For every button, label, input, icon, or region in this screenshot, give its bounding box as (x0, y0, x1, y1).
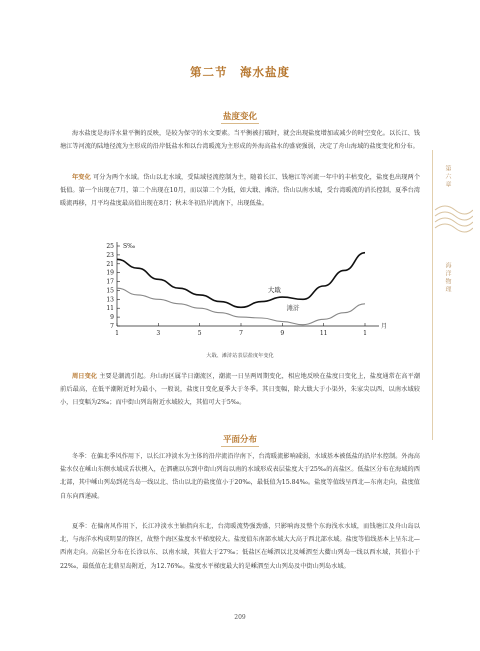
daily-change-paragraph (60, 370, 420, 410)
y-tick-label: 17 (106, 278, 114, 286)
heading-salinity-change (0, 110, 480, 124)
side-divider (432, 150, 433, 440)
x-tick-label: 1 (115, 330, 119, 337)
series-line-2 (117, 288, 365, 324)
x-tick-label: 3 (156, 330, 161, 337)
intro-paragraph: 海水盐度是海洋水量平衡的反映，是较为保守的水文要素。当平衡被打破时，就会出现盐度增加或减少的时空变化。以长江、钱塘江等河流的陆地径流为主形成的沿岸低盐水和以台湾暖流为主形成的外海高盐水的盛衰强弱，决定了舟山海域的盐度变化和分布。 (60, 130, 420, 151)
page-number: 209 (234, 614, 246, 621)
annual-change-text: 可分为两个水域。岱山以北水域，受陆域径流控制为主，随着长江、钱塘江等河流一年中的丰枯变化，盐度也出现两个低值。第一个出现在7月，第二个出现在10月，而以第二个为低，如大戢、滩浒。岱山以南水域，受台湾暖流的消长控制，夏季台湾暖流再移，月平均盐度最高值出现在8月；秋未冬初沿岸流南下，出现低盐。 (60, 174, 421, 208)
x-tick-label: 7 (239, 330, 243, 337)
heading-salinity-change-text: 盐度变化 (222, 112, 257, 122)
x-tick-label: 5 (197, 330, 202, 337)
chart-caption: 大戢、滩浒站表层盐度年变化 (206, 353, 274, 359)
annual-change-label: 年变化 (72, 174, 91, 181)
x-tick-label: 9 (280, 330, 285, 337)
y-tick-label: 11 (106, 305, 114, 313)
x-axis-unit: 月 (381, 323, 388, 330)
annual-change-paragraph (60, 171, 420, 211)
salinity-annual-chart (95, 238, 395, 346)
summer-paragraph: 夏季：在偏南风作用下，长江冲淡水主轴指向东北，台湾暖流势强劲盛，只影响海及整个东海浅水水域，而钱塘江及舟山岛以北，与海洋水构成明显的锋区，故整个海区盐度水平梯度较大。盐度值东南部水域大大高于西北部水域。盐度等值线基本上呈东北—西南走向。高盐区分布在长涂以东、以南水域，其值大于27‰；低盐区在嵊泗以北及嵊泗至大衢山列岛一线以西水域，其值小于22‰，最低值在北鼎星岛附近，为12.76‰。盐度水平梯度最大的是嵊泗至大山列岛及中街山列岛水域。 (60, 523, 420, 570)
y-axis-label: S‰ (123, 243, 136, 250)
y-tick-label: 19 (106, 269, 114, 277)
side-subject-label: 海洋物理 (444, 262, 451, 294)
x-tick-label: 1 (363, 330, 367, 337)
wave-decoration-icon (433, 198, 473, 238)
daily-change-label: 周日变化 (72, 373, 98, 380)
x-tick-label: 11 (319, 330, 328, 337)
y-tick-label: 9 (110, 314, 114, 322)
winter-paragraph: 冬季：在偏北季风作用下，以长江冲淡水为主体的沿岸流沿岸南下，台湾暖流影响减弱，水域基本被低盐的沿岸水控制。外海高盐水仅在嵊山东侧水域成舌状楔入，在泗礁以东到中街山列岛以南的水域形成表层盐度大于25‰的高盐区。低盐区分布在海域的西北部，其中嵊山列岛到花鸟岛一线以北、岱山以北的盐度值小于20‰，最低值为15.84‰。盐度等值线呈西北—东南走向，盐度值自东向西递减。 (60, 453, 420, 500)
series-label-1: 大戢 (267, 286, 281, 295)
series-label-2: 滩浒 (286, 304, 300, 312)
side-chapter-label: 第六章 (444, 165, 451, 189)
y-tick-label: 13 (106, 296, 114, 304)
y-tick-label: 25 (106, 243, 114, 250)
section-title: 第二节 海水盐度 (190, 65, 290, 79)
daily-change-text: 主要是潮流引起。舟山海区属半日潮流区，潮流一日呈两周期变化，相应地反映在盐度日变化上，盐度通常在高平潮前后最高，在低平潮附近时为最小，一般说，盐度日变化夏季大于冬季。其日变幅，除大戢大于小渠外，朱家尖以西、以南水域较小，日变幅为2‰；而中街山列岛附近水域较大，其值可大于5‰。 (60, 373, 421, 407)
heading-planar-distribution (0, 433, 480, 447)
y-tick-label: 21 (106, 260, 114, 268)
heading-planar-distribution-text: 平面分布 (222, 435, 257, 445)
y-tick-label: 23 (106, 251, 114, 259)
y-tick-label: 15 (106, 287, 114, 295)
y-tick-label: 7 (110, 323, 114, 330)
